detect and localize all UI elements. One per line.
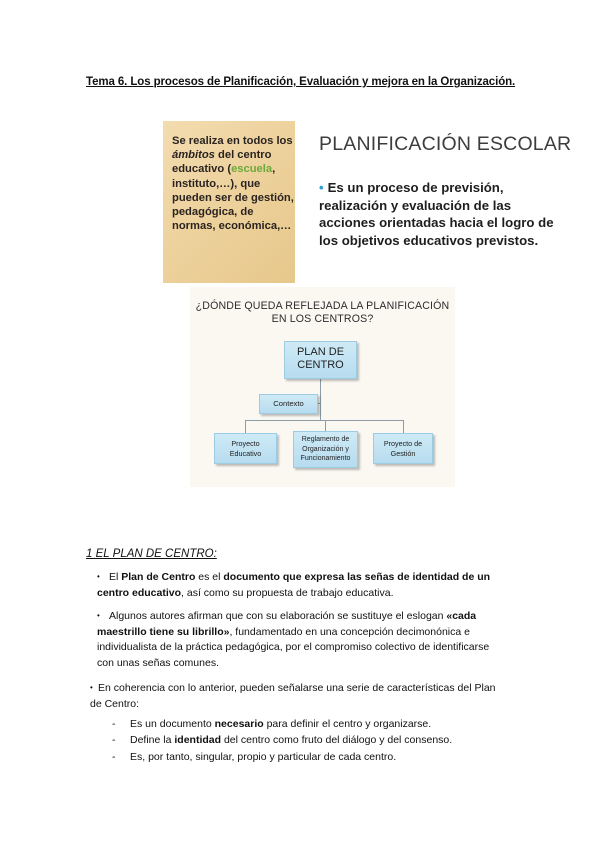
bullet-icon: •: [97, 572, 100, 581]
contexto-box: Contexto: [259, 394, 318, 414]
connector-vertical: [320, 379, 321, 420]
connector-left: [245, 420, 246, 433]
planificacion-slide: [163, 121, 575, 284]
slide-definition: • Es un proceso de previsión, realización y evaluación de las acciones orientadas hacia el logro de los objetivos educativos previstos.: [319, 180, 554, 248]
connector-horizontal: [245, 420, 403, 421]
page-title: Tema 6. Los procesos de Planificación, Evaluación y mejora en la Organización.: [86, 76, 516, 88]
list-item: - Es, por tanto, singular, propio y particular de cada centro.: [112, 749, 452, 765]
caracteristicas-list: [112, 716, 452, 765]
scope-note-text: Se realiza en todos los ámbitos del centro educativo (escuela, instituto,…), que pueden ser de gestión, pedagógica, de normas, económica,…: [172, 135, 294, 233]
list-item: - Es un documento necesario para definir el centro y organizarse.: [112, 716, 452, 732]
connector-middle: [325, 420, 326, 431]
proyecto-gestion-box: Proyecto de Gestión: [373, 433, 433, 464]
paragraph-plan-definition: • El Plan de Centro es el documento que expresa las señas de identidad de un centro educativo, así como su propuesta de trabajo educativa.: [97, 571, 491, 599]
bullet-dot-icon: •: [319, 180, 324, 195]
escuela-highlight: escuela: [231, 163, 273, 176]
scope-note-box: [163, 121, 295, 283]
connector-right: [403, 420, 404, 433]
ambitos-emphasis: ámbitos: [172, 149, 215, 162]
bullet-icon: •: [97, 611, 100, 620]
diagram-title: ¿DÓNDE QUEDA REFLEJADA LA PLANIFICACIÓN EN LOS CENTROS?: [195, 300, 450, 325]
paragraph-eslogan: • Algunos autores afirman que con su elaboración se sustituye el eslogan «cada maestrillo tiene su librillo», fundamentado en una concepción decimonónica e individualista de la práctica pedagógica, por el compromiso colectivo de identificarse con unas señas comunes.: [97, 610, 490, 669]
slide-title: PLANIFICACIÓN ESCOLAR: [319, 133, 572, 155]
reglamento-box: Reglamento de Organización y Funcionamiento: [293, 431, 358, 468]
section-heading: 1 EL PLAN DE CENTRO:: [86, 548, 217, 560]
plan-de-centro-box: PLAN DE CENTRO: [284, 341, 357, 379]
plan-centro-diagram: [190, 287, 455, 487]
list-item: - Define la identidad del centro como fruto del diálogo y del consenso.: [112, 732, 452, 748]
bullet-icon: •: [90, 683, 93, 692]
proyecto-educativo-box: Proyecto Educativo: [214, 433, 277, 464]
paragraph-caracteristicas: • En coherencia con lo anterior, pueden señalarse una serie de características del Plan de Centro:: [90, 682, 496, 710]
